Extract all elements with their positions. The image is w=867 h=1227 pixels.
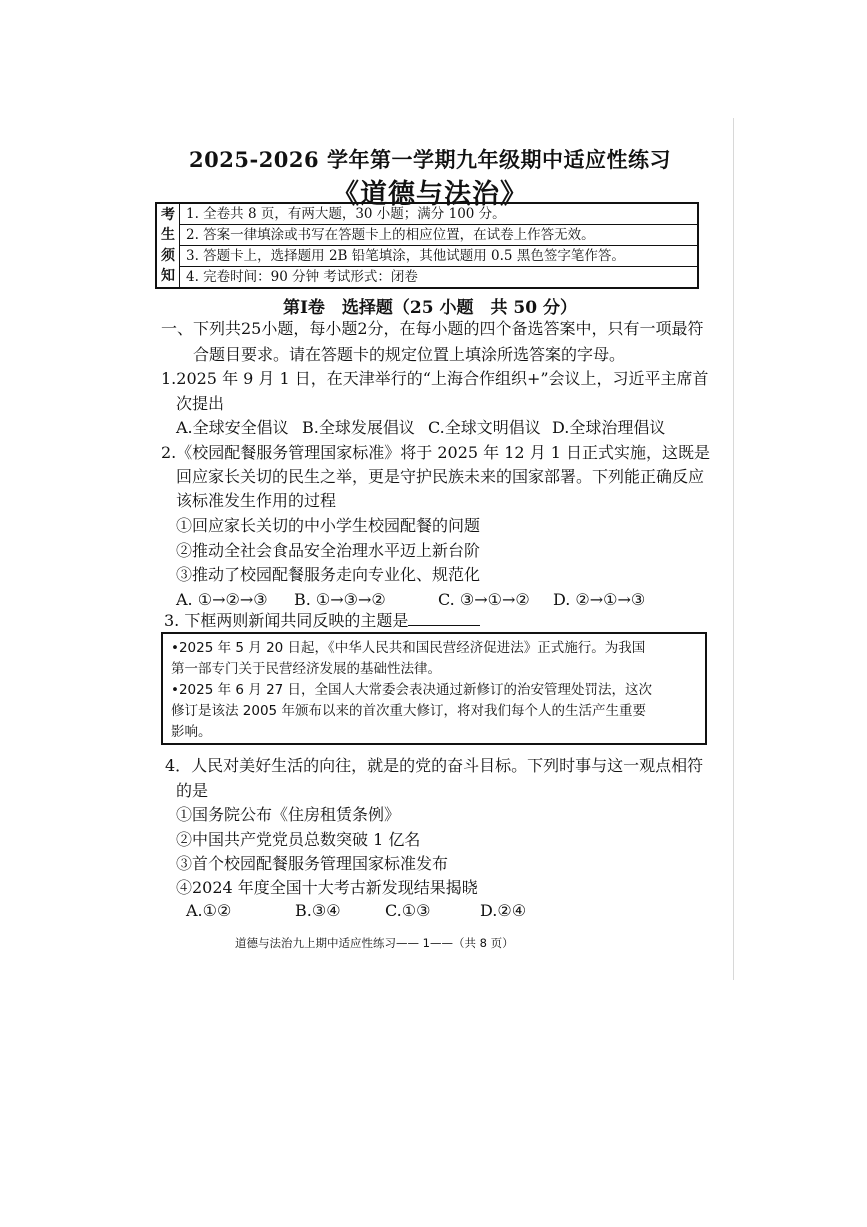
exam-subject: 《道德与法治》 [332, 179, 528, 210]
question-2-item: ①回应家长关切的中小学生校园配餐的问题 [176, 516, 481, 535]
news-line: 第一部专门关于民营经济发展的基础性法律。 [171, 661, 441, 677]
news-line: •2025 年 5 月 20 日起，《中华人民共和国民营经济促进法》正式施行。为我国 [171, 640, 646, 656]
question-2-stem: 回应家长关切的民生之举，更是守护民族未来的国家部署。下列能正确反应 [176, 467, 705, 486]
answer-blank [408, 609, 480, 626]
notice-item: 2. 答案一律填涂或书写在答题卡上的相应位置，在试卷上作答无效。 [180, 225, 699, 246]
question-4-stem: 4．人民对美好生活的向往，就是的党的奋斗目标。下列时事与这一观点相符 [165, 756, 704, 775]
question-2-option-d: D. ②→①→③ [553, 590, 646, 609]
notice-item: 4. 完卷时间：90 分钟 考试形式：闭卷 [180, 267, 699, 289]
page-edge-line [733, 118, 734, 980]
news-line: •2025 年 6 月 27 日，全国人大常委会表决通过新修订的治安管理处罚法，这次 [171, 682, 653, 698]
news-line: 修订是该法 2005 年颁布以来的首次重大修订，将对我们每个人的生活产生重要 [171, 703, 646, 719]
notice-label: 考 生 须 知 [156, 203, 180, 288]
page-footer: 道德与法治九上期中适应性练习—— 1——（共 8 页） [235, 936, 514, 950]
exam-notice-table [155, 202, 699, 289]
notice-item: 1. 全卷共 8 页，有两大题，30 小题；满分 100 分。 [180, 203, 699, 225]
question-1-option-c: C.全球文明倡议 [428, 418, 541, 437]
question-1-option-a: A.全球安全倡议 [176, 418, 289, 437]
question-2-stem: 2.《校园配餐服务管理国家标准》将于 2025 年 12 月 1 日正式实施，这既是 [161, 443, 711, 462]
question-1-stem: 1.2025 年 9 月 1 日，在天津举行的“上海合作组织+”会议上，习近平主席首 [161, 369, 709, 388]
question-2-option-b: B. ①→③→② [294, 590, 386, 609]
question-4-item: ①国务院公布《住房租赁条例》 [176, 805, 401, 824]
question-3-stem: 3. 下框两则新闻共同反映的主题是 [164, 609, 480, 632]
news-box [161, 632, 707, 745]
question-1-option-b: B.全球发展倡议 [302, 418, 415, 437]
question-4-item: ②中国共产党党员总数突破 1 亿名 [176, 830, 421, 849]
question-4-option-b: B.③④ [295, 901, 341, 920]
question-4-item: ④2024 年度全国十大考古新发现结果揭晓 [176, 878, 478, 897]
question-2-option-a: A. ①→②→③ [176, 590, 268, 609]
section-instruction: 合题目要求。请在答题卡的规定位置上填涂所选答案的字母。 [193, 345, 626, 364]
section-instruction: 一、下列共25小题，每小题2分，在每小题的四个备选答案中，只有一项最符 [161, 319, 704, 338]
question-4-option-c: C.①③ [385, 901, 431, 920]
news-line: 影响。 [171, 724, 212, 740]
section-heading: 第Ⅰ卷 选择题（25 小题 共 50 分） [282, 298, 578, 318]
question-1-stem: 次提出 [176, 394, 225, 413]
question-4-stem: 的是 [176, 781, 209, 800]
question-2-item: ②推动全社会食品安全治理水平迈上新台阶 [176, 541, 481, 560]
question-4-option-a: A.①② [186, 901, 232, 920]
exam-title: 2025-2026 学年第一学期九年级期中适应性练习 [189, 147, 671, 172]
question-2-option-c: C. ③→①→② [438, 590, 530, 609]
question-1-option-d: D.全球治理倡议 [552, 418, 666, 437]
question-2-item: ③推动了校园配餐服务走向专业化、规范化 [176, 565, 481, 584]
question-4-option-d: D.②④ [480, 901, 527, 920]
question-2-stem: 该标准发生作用的过程 [176, 491, 337, 510]
question-4-item: ③首个校园配餐服务管理国家标准发布 [176, 854, 449, 873]
notice-item: 3. 答题卡上，选择题用 2B 铅笔填涂，其他试题用 0.5 黑色签字笔作答。 [180, 246, 699, 267]
